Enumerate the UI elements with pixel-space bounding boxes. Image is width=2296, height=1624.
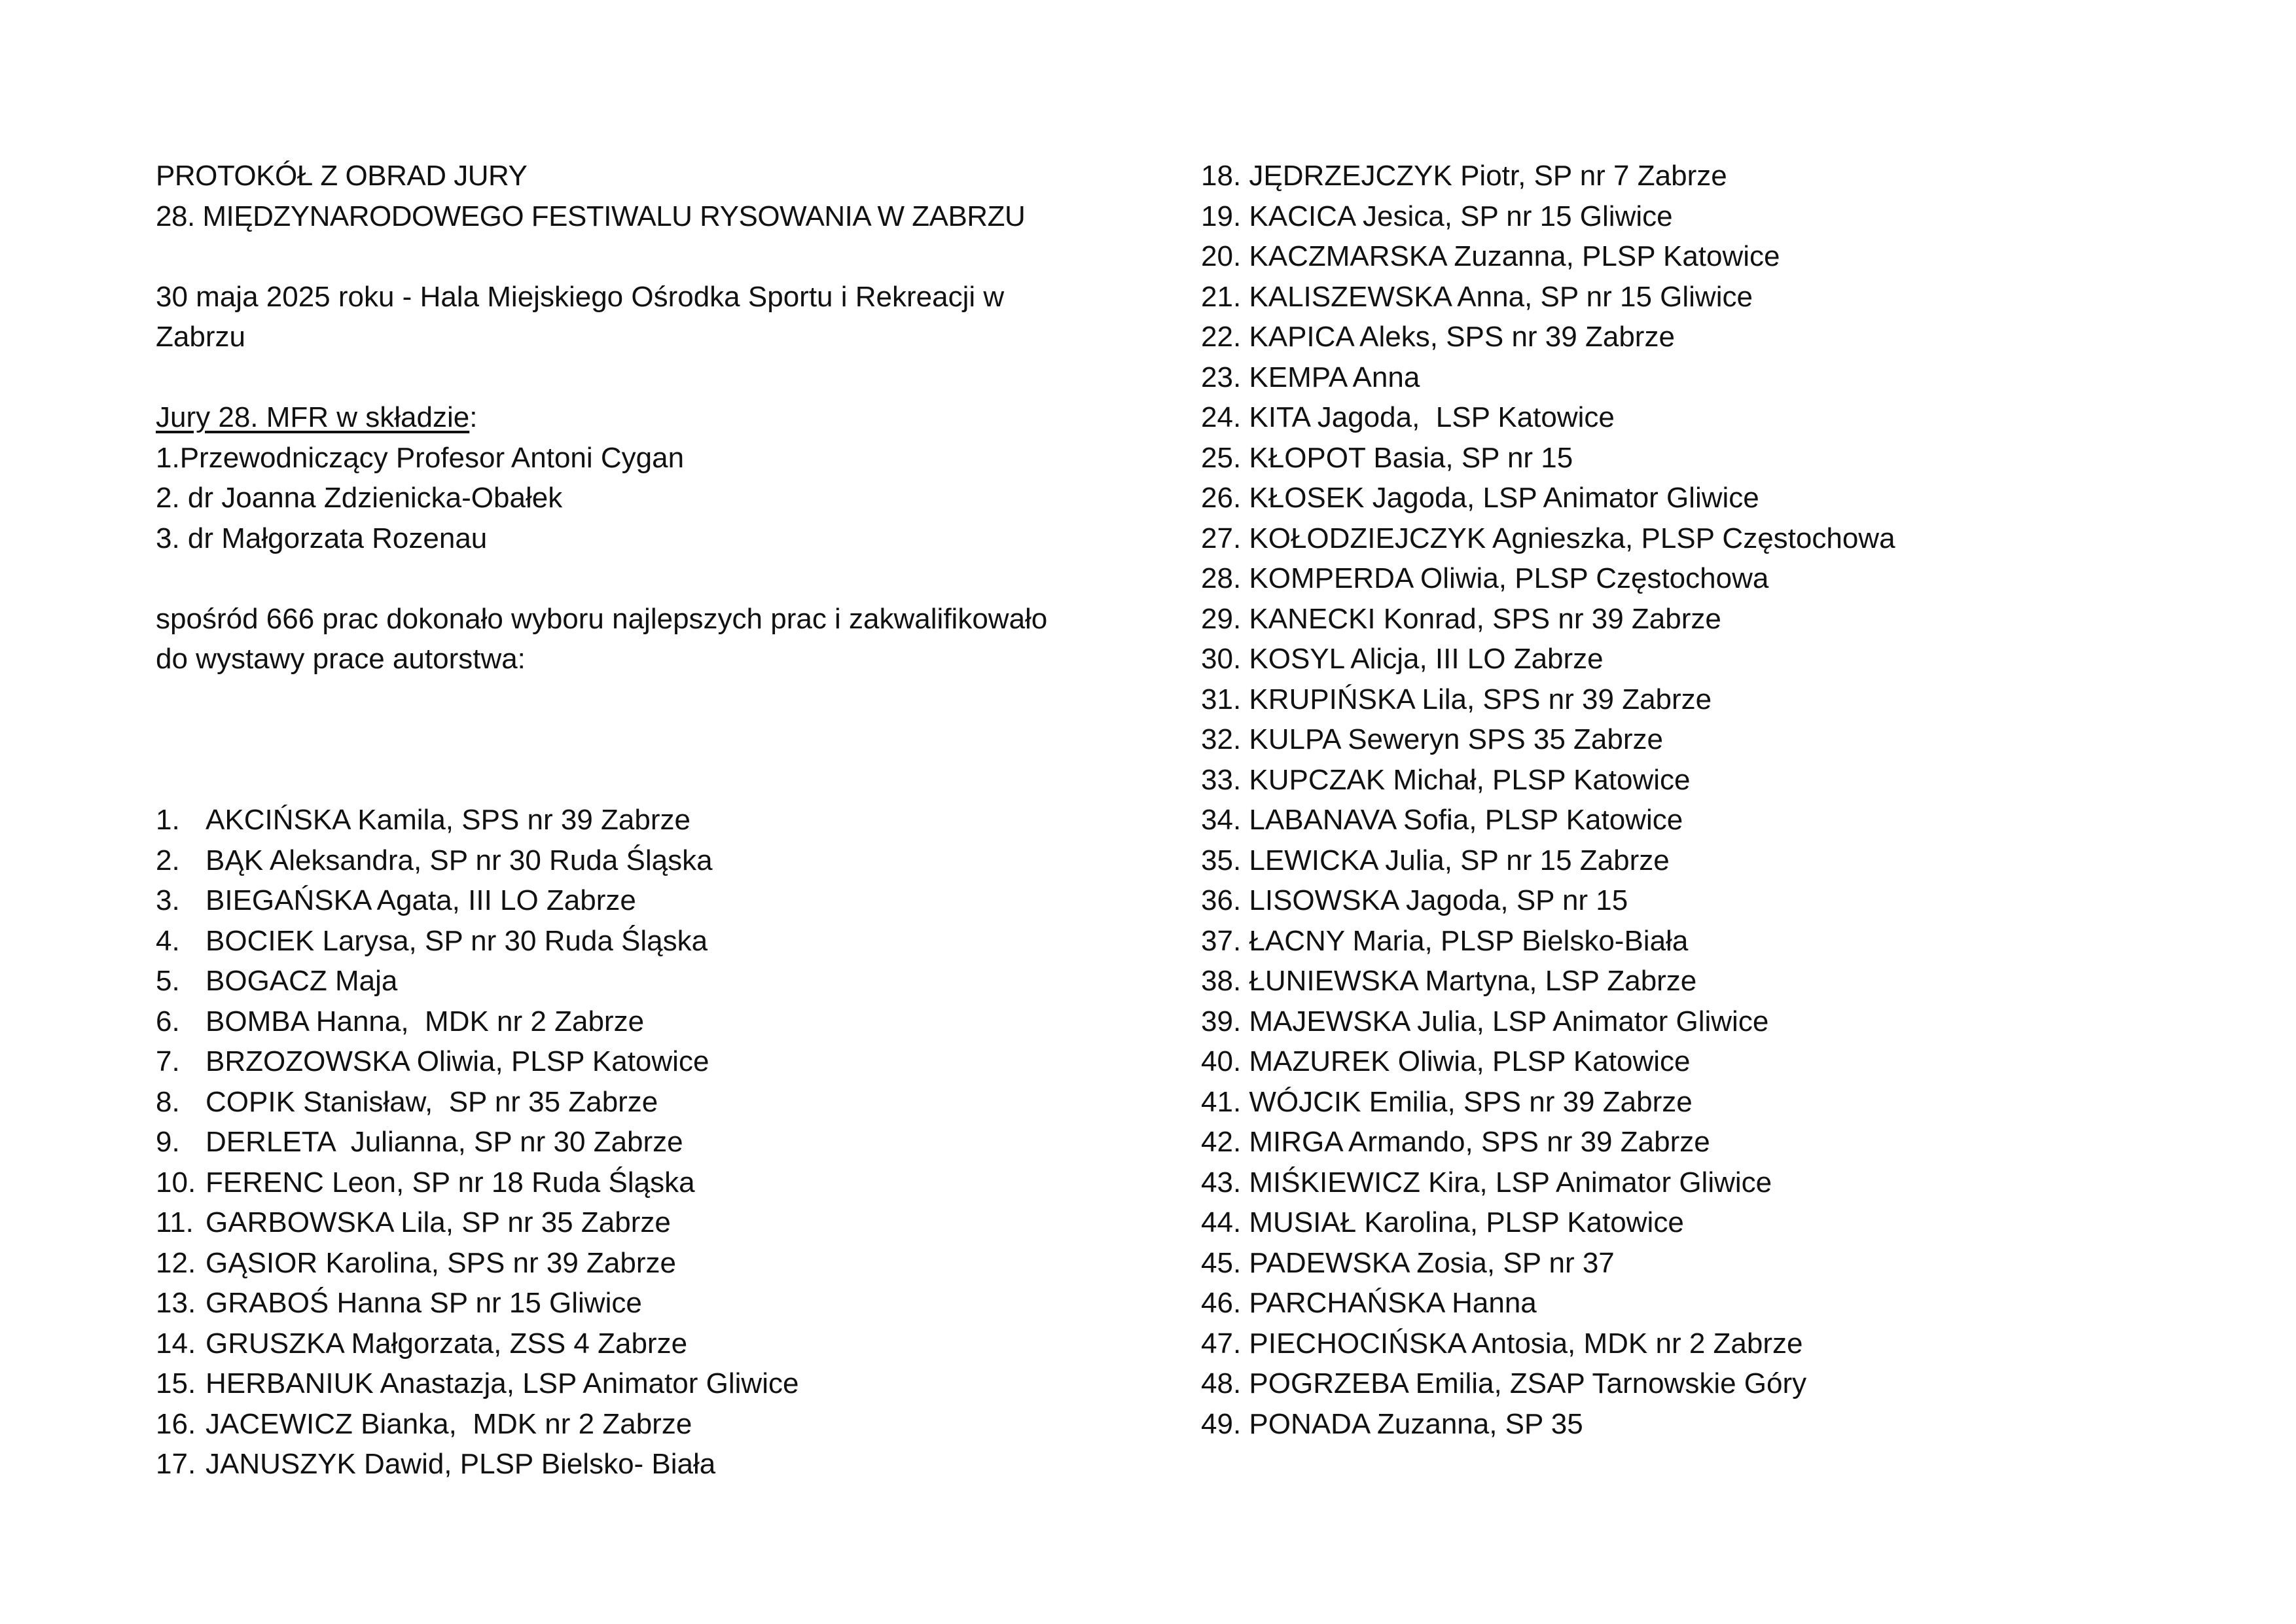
spacer: [156, 760, 1111, 801]
list-item: 19. KACICA Jesica, SP nr 15 Gliwice: [1201, 200, 1673, 232]
list-item-number: 11.: [156, 1206, 194, 1238]
list-item: [156, 1001, 1111, 1042]
list-item-text: GĄSIOR Karolina, SPS nr 39 Zabrze: [206, 1246, 676, 1279]
list-item-number: 4.: [156, 924, 180, 957]
list-item-number: 5.: [156, 965, 180, 997]
date-location-line-2: Zabrzu: [156, 321, 245, 353]
list-item: 22. KAPICA Aleks, SPS nr 39 Zabrze: [1201, 321, 1675, 353]
list-item: 45. PADEWSKA Zosia, SP nr 37: [1201, 1246, 1615, 1279]
title-line-2: 28. MIĘDZYNARODOWEGO FESTIWALU RYSOWANIA W ZABRZU: [156, 200, 1026, 232]
list-item: 43. MIŚKIEWICZ Kira, LSP Animator Gliwice: [1201, 1166, 1772, 1199]
list-item: [156, 1283, 1111, 1324]
list-item-text: AKCIŃSKA Kamila, SPS nr 39 Zabrze: [206, 804, 691, 836]
list-item-text: BOMBA Hanna, MDK nr 2 Zabrze: [206, 1005, 645, 1038]
spacer: [156, 558, 1111, 599]
list-item-number: 13.: [156, 1287, 196, 1319]
participants-list-right: [1201, 156, 2183, 1444]
list-item: 36. LISOWSKA Jagoda, SP nr 15: [1201, 884, 1628, 916]
list-item: [156, 921, 1111, 962]
list-item: 46. PARCHAŃSKA Hanna: [1201, 1287, 1537, 1319]
date-location-line-1: 30 maja 2025 roku - Hala Miejskiego Ośrodka Sportu i Rekreacji w: [156, 280, 1005, 313]
list-item-text: HERBANIUK Anastazja, LSP Animator Gliwice: [206, 1367, 799, 1399]
list-item-number: 3.: [156, 884, 180, 916]
jury-heading: [156, 397, 1111, 438]
list-item-number: 14.: [156, 1327, 196, 1360]
list-item: [156, 1202, 1111, 1243]
list-item-number: 9.: [156, 1126, 180, 1158]
list-item: 44. MUSIAŁ Karolina, PLSP Katowice: [1201, 1206, 1684, 1238]
list-item-text: FERENC Leon, SP nr 18 Ruda Śląska: [206, 1166, 695, 1199]
list-item-number: 2.: [156, 844, 180, 876]
list-item-text: COPIK Stanisław, SP nr 35 Zabrze: [206, 1085, 658, 1118]
list-item-text: BIEGAŃSKA Agata, III LO Zabrze: [206, 884, 636, 916]
list-item: [156, 800, 1111, 840]
spacer: [156, 719, 1111, 760]
list-item-text: DERLETA Julianna, SP nr 30 Zabrze: [206, 1126, 683, 1158]
list-item: 38. ŁUNIEWSKA Martyna, LSP Zabrze: [1201, 965, 1697, 997]
list-item-text: GRABOŚ Hanna SP nr 15 Gliwice: [206, 1287, 642, 1319]
list-item: 30. KOSYL Alicja, III LO Zabrze: [1201, 643, 1604, 675]
list-item-number: 7.: [156, 1045, 180, 1077]
list-item: 48. POGRZEBA Emilia, ZSAP Tarnowskie Góry: [1201, 1367, 1807, 1399]
spacer: [156, 679, 1111, 720]
jury-member: 1.Przewodniczący Profesor Antoni Cygan: [156, 441, 685, 474]
list-item: 18. JĘDRZEJCZYK Piotr, SP nr 7 Zabrze: [1201, 160, 1727, 192]
list-item: 28. KOMPERDA Oliwia, PLSP Częstochowa: [1201, 562, 1769, 594]
list-item-text: GRUSZKA Małgorzata, ZSS 4 Zabrze: [206, 1327, 688, 1360]
list-item: 21. KALISZEWSKA Anna, SP nr 15 Gliwice: [1201, 280, 1753, 313]
spacer: [156, 236, 1111, 277]
list-item: 47. PIECHOCIŃSKA Antosia, MDK nr 2 Zabrze: [1201, 1327, 1803, 1360]
list-item: 41. WÓJCIK Emilia, SPS nr 39 Zabrze: [1201, 1085, 1693, 1118]
left-column: [156, 156, 1111, 1485]
list-item: [156, 1404, 1111, 1445]
list-item: 42. MIRGA Armando, SPS nr 39 Zabrze: [1201, 1126, 1710, 1158]
jury-member: 3. dr Małgorzata Rozenau: [156, 522, 488, 554]
list-item: 40. MAZUREK Oliwia, PLSP Katowice: [1201, 1045, 1691, 1077]
list-item: 24. KITA Jagoda, LSP Katowice: [1201, 401, 1615, 433]
title-line-1: PROTOKÓŁ Z OBRAD JURY: [156, 160, 528, 192]
list-item-text: JACEWICZ Bianka, MDK nr 2 Zabrze: [206, 1407, 692, 1440]
list-item: 26. KŁOSEK Jagoda, LSP Animator Gliwice: [1201, 482, 1759, 514]
list-item: [156, 1243, 1111, 1284]
list-item: [156, 1444, 1111, 1485]
list-item: 37. ŁACNY Maria, PLSP Bielsko-Biała: [1201, 924, 1689, 957]
spacer: [156, 357, 1111, 398]
list-item-number: 17.: [156, 1448, 196, 1480]
list-item: [156, 1363, 1111, 1404]
intro-line-2: do wystawy prace autorstwa:: [156, 643, 526, 675]
list-item-number: 15.: [156, 1367, 196, 1399]
list-item: [156, 1082, 1111, 1123]
list-item-text: BOGACZ Maja: [206, 965, 398, 997]
jury-member: 2. dr Joanna Zdzienicka-Obałek: [156, 482, 563, 514]
list-item-text: JANUSZYK Dawid, PLSP Bielsko- Biała: [206, 1448, 716, 1480]
list-item-text: BĄK Aleksandra, SP nr 30 Ruda Śląska: [206, 844, 713, 876]
list-item: 23. KEMPA Anna: [1201, 361, 1420, 393]
list-item-number: 8.: [156, 1085, 180, 1118]
jury-heading-text: Jury 28. MFR w składzie: [156, 401, 470, 433]
list-item: 29. KANECKI Konrad, SPS nr 39 Zabrze: [1201, 602, 1721, 635]
list-item-text: GARBOWSKA Lila, SP nr 35 Zabrze: [206, 1206, 671, 1238]
participants-list-left: [156, 800, 1111, 1485]
list-item: 39. MAJEWSKA Julia, LSP Animator Gliwice: [1201, 1005, 1769, 1038]
list-item: 31. KRUPIŃSKA Lila, SPS nr 39 Zabrze: [1201, 683, 1712, 715]
list-item-text: BRZOZOWSKA Oliwia, PLSP Katowice: [206, 1045, 709, 1077]
list-item: [156, 880, 1111, 921]
list-item-number: 10.: [156, 1166, 196, 1199]
list-item: 20. KACZMARSKA Zuzanna, PLSP Katowice: [1201, 240, 1780, 272]
list-item: [156, 840, 1111, 881]
list-item: 32. KULPA Seweryn SPS 35 Zabrze: [1201, 723, 1663, 755]
list-item-number: 16.: [156, 1407, 196, 1440]
list-item-number: 1.: [156, 804, 180, 836]
list-item-number: 12.: [156, 1246, 196, 1279]
list-item: 33. KUPCZAK Michał, PLSP Katowice: [1201, 763, 1691, 796]
list-item: 34. LABANAVA Sofia, PLSP Katowice: [1201, 804, 1683, 836]
jury-heading-colon: :: [469, 401, 478, 433]
list-item: [156, 1163, 1111, 1203]
right-column: [1201, 156, 2183, 1444]
list-item: [156, 1041, 1111, 1082]
intro-line-1: spośród 666 prac dokonało wyboru najlepszych prac i zakwalifikowało: [156, 602, 1048, 635]
list-item: 49. PONADA Zuzanna, SP 35: [1201, 1407, 1583, 1440]
list-item: [156, 1324, 1111, 1364]
list-item: [156, 1122, 1111, 1163]
list-item: 25. KŁOPOT Basia, SP nr 15: [1201, 441, 1573, 474]
list-item-text: BOCIEK Larysa, SP nr 30 Ruda Śląska: [206, 924, 708, 957]
list-item: [156, 961, 1111, 1001]
list-item: 35. LEWICKA Julia, SP nr 15 Zabrze: [1201, 844, 1670, 876]
list-item: 27. KOŁODZIEJCZYK Agnieszka, PLSP Częstochowa: [1201, 522, 1895, 554]
list-item-number: 6.: [156, 1005, 180, 1038]
